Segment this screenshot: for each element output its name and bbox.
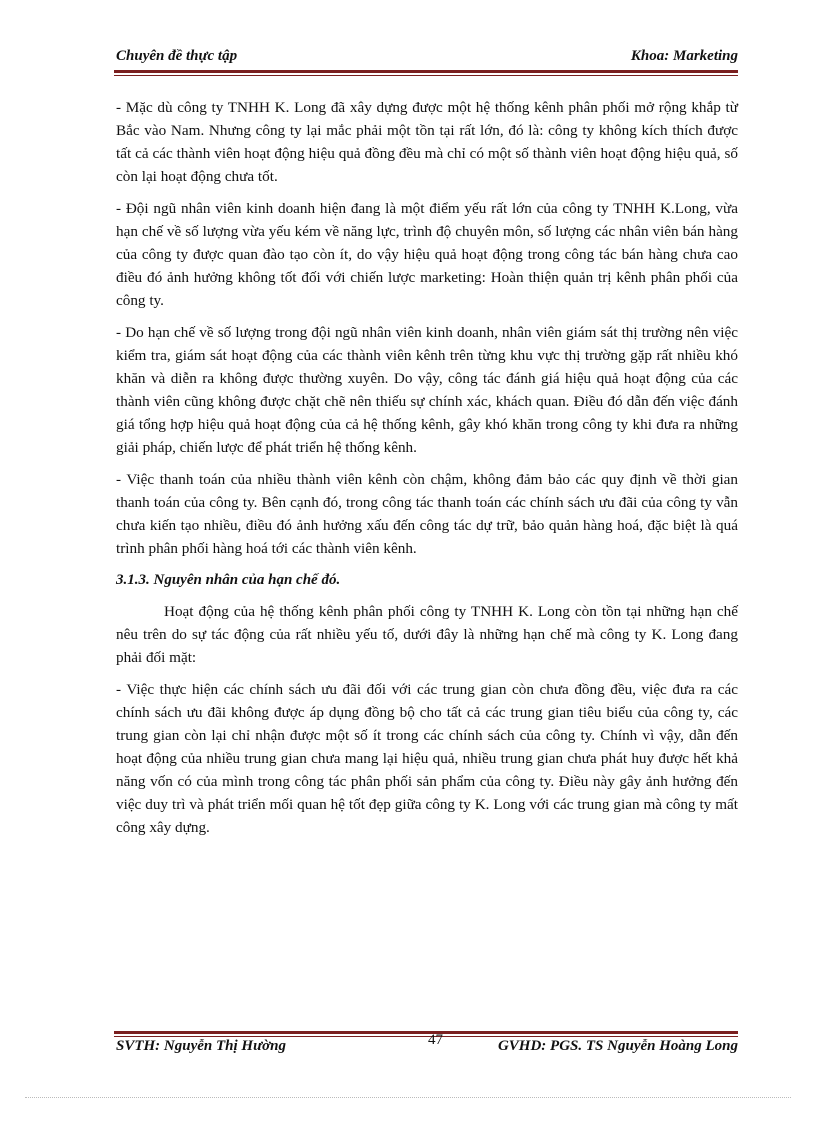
- header-rule-thick: [114, 70, 738, 73]
- paragraph-6: - Việc thực hiện các chính sách ưu đãi đối với các trung gian còn chưa đồng đều, việc đưa ra các chính sách ưu đãi không được áp dụng đồng bộ cho tất cả các trung gian tiêu biểu của công ty, các trung gian còn lại chỉ nhận được một số ít trong các chính sách của công ty. Chính vì vậy, dẫn đến hoạt động của nhiều trung gian chưa mang lại hiệu quả, nhiều trung gian chưa phát huy được hết khả năng vốn có của mình trong công tác phân phối sản phẩm của công ty. Điều này gây ảnh hưởng đến việc duy trì và phát triển mối quan hệ tốt đẹp giữa công ty K. Long với các trung gian mà công ty mất công xây dựng.: [116, 681, 738, 836]
- paragraph-2: - Đội ngũ nhân viên kinh doanh hiện đang là một điểm yếu rất lớn của công ty TNHH K.Long, vừa hạn chế về số lượng vừa yếu kém về năng lực, trình độ chuyên môn, số lượng các nhân viên bán hàng của công ty được quan đào tạo còn ít, do vậy hiệu quả hoạt động trong công tác bán hàng chưa cao điều đó ảnh hưởng không tốt đối với chiến lược marketing: Hoàn thiện quản trị kênh phân phối của công ty.: [116, 200, 738, 309]
- paragraph-5: Hoạt động của hệ thống kênh phân phối công ty TNHH K. Long còn tồn tại những hạn chế nêu trên do sự tác động của rất nhiều yếu tố, dưới đây là những hạn chế mà công ty K. Long đang phải đối mặt:: [116, 603, 738, 666]
- header-report-title: Chuyên đề thực tập: [116, 48, 238, 64]
- footer-rule-thin: [114, 1036, 738, 1037]
- header-rule-thin: [114, 75, 738, 76]
- header-faculty: Khoa: Marketing: [630, 48, 738, 64]
- paragraph-1: - Mặc dù công ty TNHH K. Long đã xây dựng được một hệ thống kênh phân phối mở rộng khắp từ Bắc vào Nam. Nhưng công ty lại mắc phải một tồn tại rất lớn, đó là: công ty không kích thích được tất cả các thành viên hoạt động hiệu quả đồng đều mà chỉ có một số thành viên hoạt động hiệu quả, số còn lại hoạt động chưa tốt.: [116, 99, 738, 185]
- footer-advisor: GVHD: PGS. TS Nguyễn Hoàng Long: [497, 1038, 738, 1054]
- page-number: 47: [428, 1032, 443, 1048]
- paragraph-3: - Do hạn chế về số lượng trong đội ngũ nhân viên kinh doanh, nhân viên giám sát thị trường nên việc kiểm tra, giám sát hoạt động của các thành viên kênh trên từng khu vực thị trường gặp rất nhiều khó khăn và diễn ra không được thường xuyên. Do vậy, công tác đánh giá hiệu quả hoạt động của các thành viên cũng không được chặt chẽ nên thiếu sự chính xác, khách quan. Điều đó dẫn đến việc đánh giá tổng hợp hiệu quả hoạt động của cả hệ thống kênh, gây khó khăn trong công ty khi đưa ra những giải pháp, chiến lược để phát triển hệ thống kênh.: [116, 324, 738, 456]
- footer-student: SVTH: Nguyễn Thị Hường: [116, 1038, 286, 1054]
- footer-rule-thick: [114, 1031, 738, 1034]
- paragraph-4: - Việc thanh toán của nhiều thành viên kênh còn chậm, không đảm bảo các quy định về thời gian thanh toán của công ty. Bên cạnh đó, trong công tác thanh toán các chính sách ưu đãi của công ty vẫn chưa kiến tạo nhiều, điều đó ảnh hưởng xấu đến công tác dự trữ, bảo quản hàng hoá, đặc biệt là quá trình phân phối hàng hoá tới các thành viên kênh.: [116, 471, 738, 557]
- page-footer: [114, 1032, 738, 1062]
- page-boundary: [25, 1097, 791, 1098]
- section-heading: 3.1.3. Nguyên nhân của hạn chế đó.: [116, 572, 341, 588]
- document-body: [116, 96, 738, 848]
- page-header: [114, 48, 738, 68]
